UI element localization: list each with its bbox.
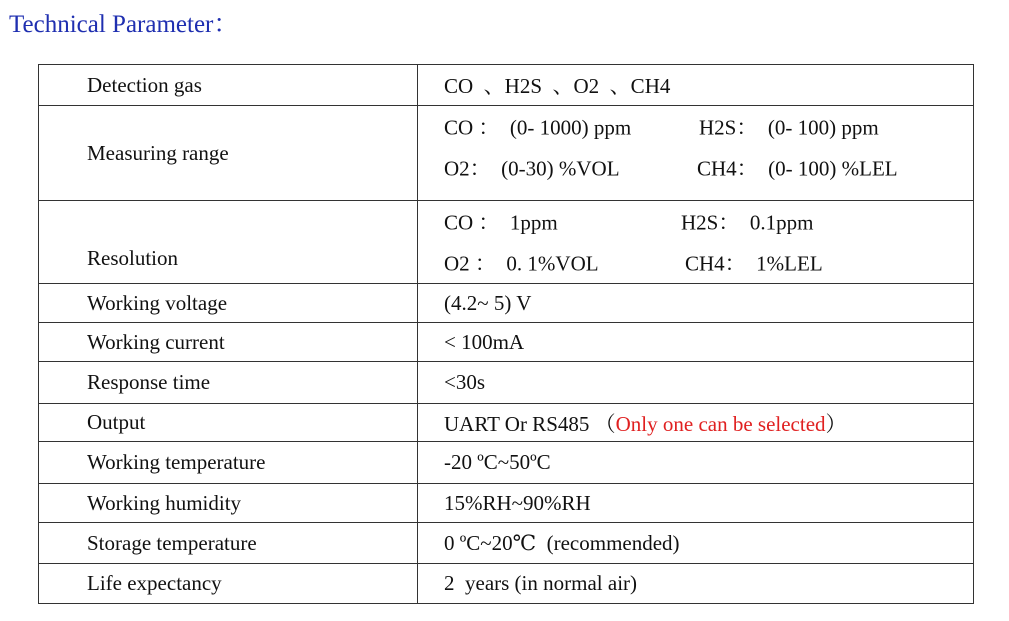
value-resolution	[418, 201, 974, 284]
output-paren-open: （	[594, 411, 616, 436]
value-working-humidity: 15%RH~90%RH	[418, 484, 974, 523]
table-row	[39, 442, 974, 484]
param-storage-temperature: Storage temperature	[39, 523, 418, 564]
value-storage-temperature: 0 ºC~20℃ (recommended)	[418, 523, 974, 564]
output-paren-close: ）	[825, 411, 847, 436]
param-resolution: Resolution	[39, 201, 418, 284]
output-note: Only one can be selected	[615, 411, 826, 436]
value-output	[418, 404, 974, 442]
param-detection-gas: Detection gas	[39, 65, 418, 106]
table-row	[39, 65, 974, 106]
output-value: UART Or RS485	[444, 411, 595, 436]
table-row	[39, 523, 974, 564]
resolution-co: CO ： 1ppm	[444, 209, 558, 234]
table-row	[39, 201, 974, 284]
value-response-time: <30s	[418, 362, 974, 404]
range-o2: O2： (0-30) %VOL	[444, 155, 620, 180]
range-co: CO ： (0- 1000) ppm	[444, 114, 632, 139]
range-h2s: H2S： (0- 100) ppm	[699, 114, 879, 139]
param-response-time: Response time	[39, 362, 418, 404]
value-working-current: < 100mA	[418, 323, 974, 362]
page-title: Technical Parameter：	[9, 11, 239, 38]
param-working-humidity: Working humidity	[39, 484, 418, 523]
value-measuring-range	[418, 106, 974, 201]
table-row	[39, 362, 974, 404]
param-output: Output	[39, 404, 418, 442]
param-working-voltage: Working voltage	[39, 284, 418, 323]
param-working-temperature: Working temperature	[39, 442, 418, 484]
technical-parameter-table	[38, 64, 974, 604]
resolution-ch4: CH4： 1%LEL	[685, 250, 823, 275]
param-working-current: Working current	[39, 323, 418, 362]
resolution-h2s: H2S： 0.1ppm	[681, 209, 814, 234]
param-life-expectancy: Life expectancy	[39, 564, 418, 604]
value-working-temperature: -20 ºC~50ºC	[418, 442, 974, 484]
table-row	[39, 564, 974, 604]
param-measuring-range: Measuring range	[39, 106, 418, 201]
table-row	[39, 404, 974, 442]
range-ch4: CH4： (0- 100) %LEL	[697, 155, 898, 180]
table-row	[39, 284, 974, 323]
value-detection-gas: CO 、H2S 、O2 、CH4	[418, 65, 974, 106]
value-life-expectancy: 2 years (in normal air)	[418, 564, 974, 604]
resolution-o2: O2 ： 0. 1%VOL	[444, 250, 599, 275]
table-row	[39, 323, 974, 362]
table-row	[39, 484, 974, 523]
value-working-voltage: (4.2~ 5) V	[418, 284, 974, 323]
table-row	[39, 106, 974, 201]
